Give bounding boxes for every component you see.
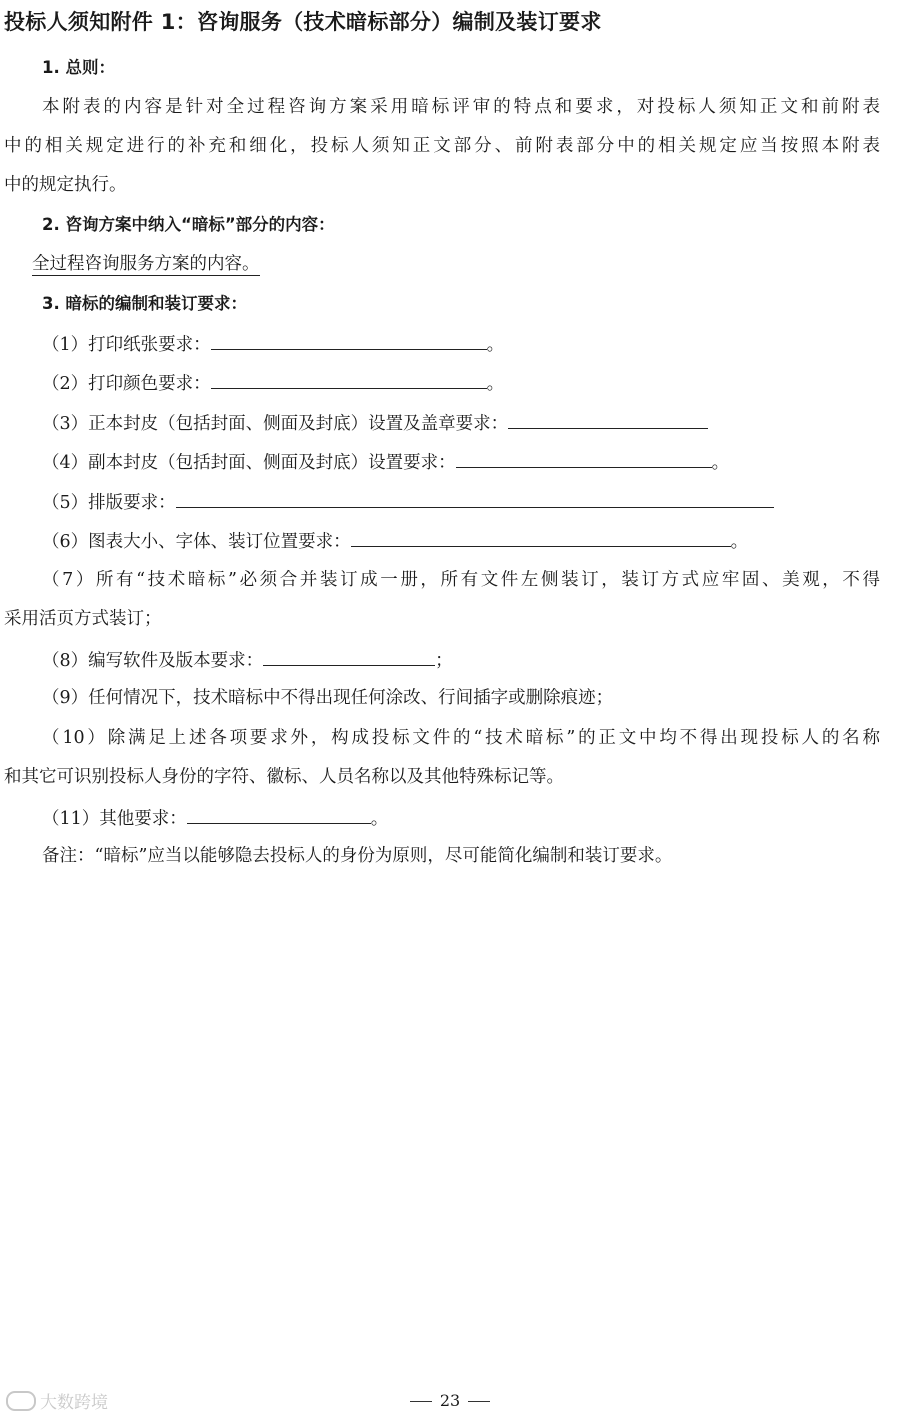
section-2-content-text: 全过程咨询服务方案的内容。 [32, 254, 260, 274]
requirement-item-10-line-2: 和其它可识别投标人身份的字符、徽标、人员名称以及其他特殊标记等。 [4, 767, 564, 787]
section-1-paragraph-line-1: 本附表的内容是针对全过程咨询方案采用暗标评审的特点和要求，对投标人须知正文和前附表 [42, 97, 880, 117]
footer-dash-left [410, 1401, 432, 1402]
requirement-item-2 [42, 370, 504, 396]
requirement-item-6-label: （6）图表大小、字体、装订位置要求： [42, 532, 351, 552]
requirement-item-2-blank [211, 370, 487, 389]
period-mark: 。 [486, 335, 505, 355]
section-2-heading: 2. 咨询方案中纳入“暗标”部分的内容： [42, 215, 335, 234]
requirement-item-2-label: （2）打印颜色要求： [42, 374, 211, 394]
requirement-item-1 [42, 331, 504, 357]
requirement-item-1-label: （1）打印纸张要求： [42, 335, 211, 355]
requirement-item-4-label: （4）副本封皮（包括封面、侧面及封底）设置要求： [42, 453, 456, 473]
period-mark: 。 [370, 809, 389, 829]
requirement-item-8-blank [263, 647, 435, 666]
period-mark: 。 [711, 453, 730, 473]
requirement-item-9: （9）任何情况下，技术暗标中不得出现任何涂改、行间插字或删除痕迹； [42, 688, 614, 708]
requirement-item-5-label: （5）排版要求： [42, 493, 176, 513]
semicolon-mark: ； [435, 651, 453, 671]
document-title: 投标人须知附件 1：咨询服务（技术暗标部分）编制及装订要求 [4, 10, 602, 34]
requirement-item-1-blank [211, 331, 487, 350]
requirement-item-7-line-1: （7）所有“技术暗标”必须合并装订成一册，所有文件左侧装订，装订方式应牢固、美观，不得 [42, 570, 880, 590]
requirement-item-5 [42, 489, 774, 515]
section-1-heading: 1. 总则： [42, 58, 115, 77]
requirement-item-7-line-2: 采用活页方式装订； [4, 609, 162, 629]
requirement-item-6 [42, 528, 748, 554]
requirement-item-4 [42, 449, 729, 475]
requirement-item-5-blank [176, 489, 774, 508]
requirement-item-3-label: （3）正本封皮（包括封面、侧面及封底）设置及盖章要求： [42, 414, 509, 434]
requirement-item-6-blank [351, 528, 731, 547]
requirement-item-11 [42, 805, 388, 831]
period-mark: 。 [486, 374, 505, 394]
requirement-item-4-blank [456, 449, 712, 468]
section-3-heading: 3. 暗标的编制和装订要求： [42, 294, 247, 313]
section-2-content [32, 252, 260, 276]
period-mark: 。 [730, 532, 749, 552]
requirement-item-3 [42, 410, 708, 436]
footer-dash-right [468, 1401, 490, 1402]
page-number: 23 [439, 1391, 461, 1410]
section-1-paragraph-line-3: 中的规定执行。 [4, 175, 127, 195]
page-footer [0, 1391, 900, 1410]
requirement-item-8-label: （8）编写软件及版本要求： [42, 651, 264, 671]
watermark-text: 大数跨境 [40, 1393, 108, 1413]
requirement-item-8 [42, 647, 453, 673]
requirement-item-3-blank [508, 410, 708, 429]
requirement-item-11-blank [187, 805, 371, 824]
requirement-item-11-label: （11）其他要求： [42, 809, 187, 829]
remark-note: 备注：“暗标”应当以能够隐去投标人的身份为原则，尽可能简化编制和装订要求。 [42, 846, 673, 866]
section-1-paragraph-line-2: 中的相关规定进行的补充和细化，投标人须知正文部分、前附表部分中的相关规定应当按照本附表 [4, 136, 880, 156]
requirement-item-10-line-1: （10）除满足上述各项要求外，构成投标文件的“技术暗标”的正文中均不得出现投标人的名称 [42, 728, 880, 748]
